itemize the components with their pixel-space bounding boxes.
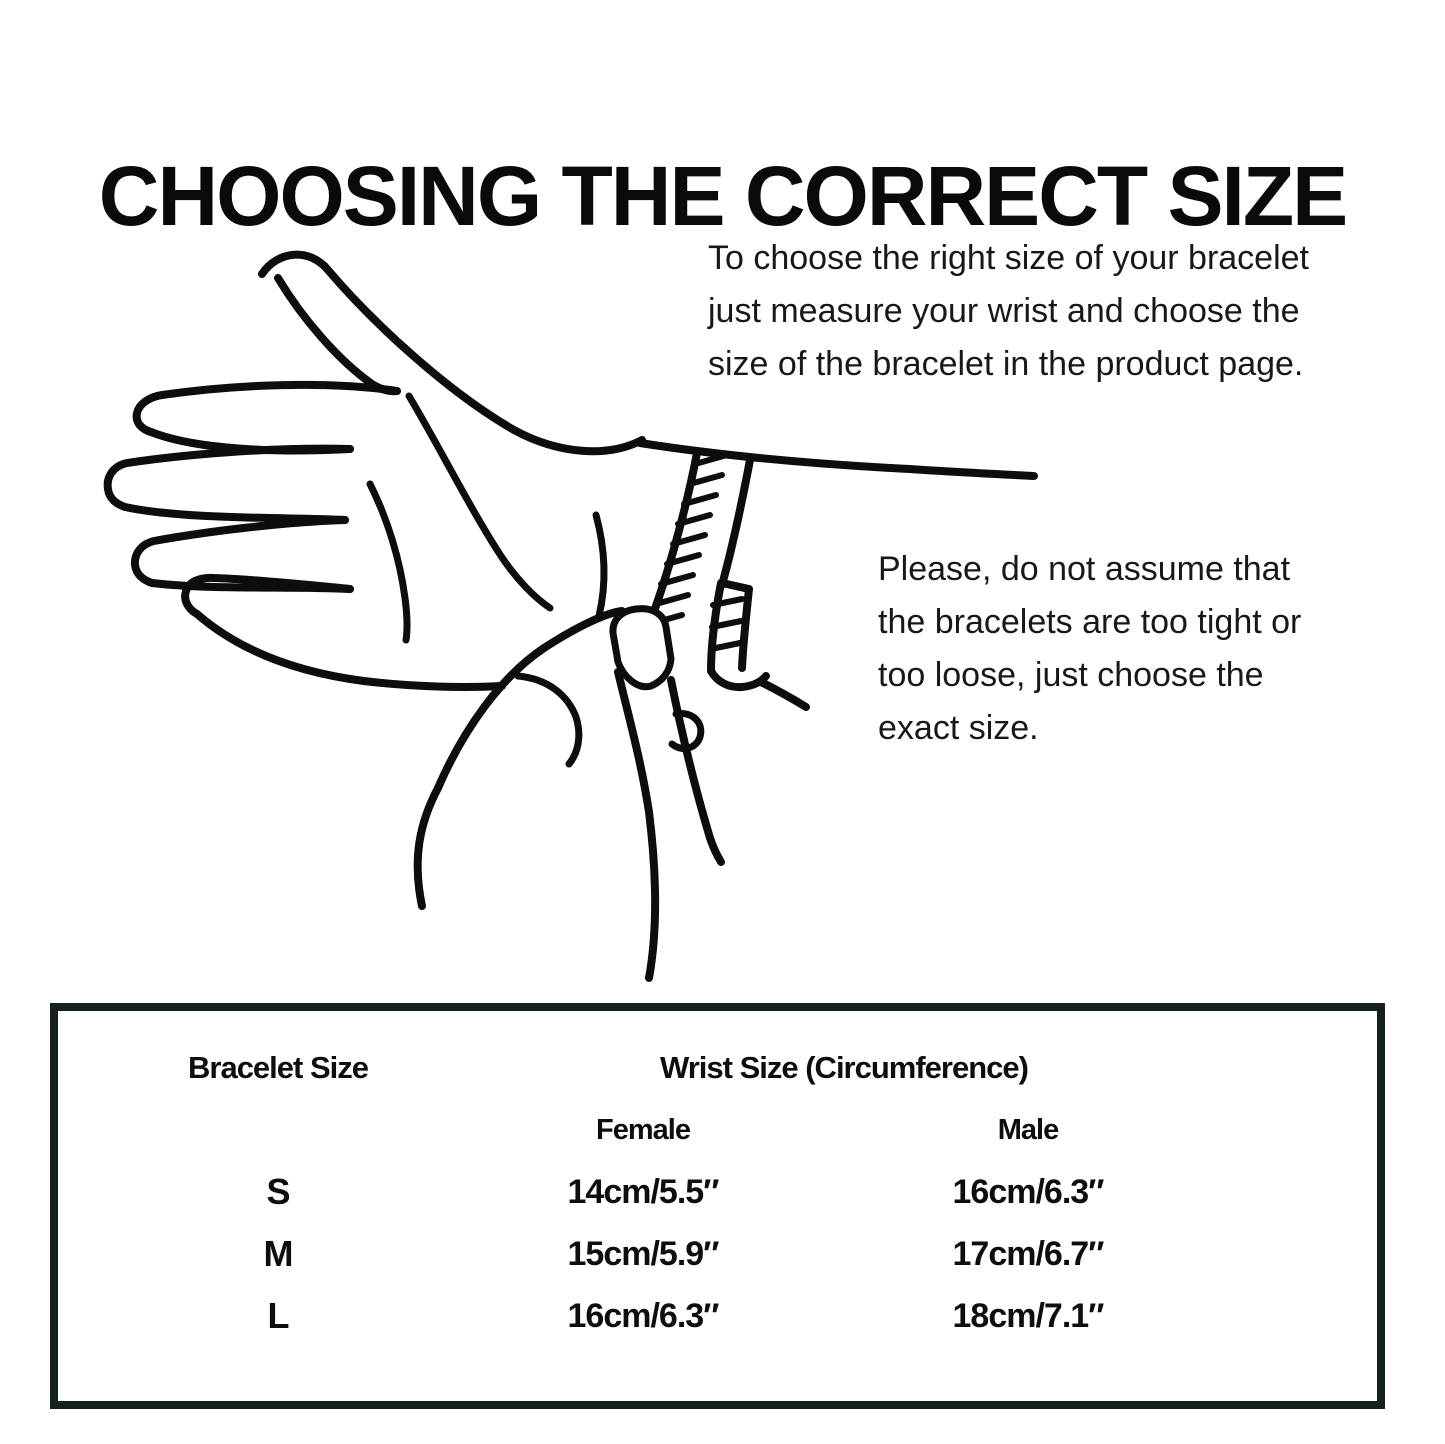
note-line-1: Please, do not assume that (878, 550, 1291, 588)
female-column-header: Female (596, 1113, 690, 1146)
hand-measuring-wrist-illustration (60, 230, 1060, 1030)
table-row-medium (58, 1223, 1377, 1285)
male-value-l: 18cm/7.1″ (952, 1296, 1104, 1335)
size-table (50, 1003, 1385, 1409)
bracelet-size-header: Bracelet Size (188, 1050, 368, 1085)
size-table-header-row (58, 1037, 1377, 1099)
male-value-m: 17cm/6.7″ (952, 1234, 1104, 1273)
male-column-header: Male (997, 1113, 1059, 1146)
male-value-s: 16cm/6.3″ (952, 1172, 1104, 1211)
tape-loose-end (711, 583, 806, 707)
holding-hand (418, 609, 721, 978)
female-value-m: 15cm/5.9″ (567, 1234, 719, 1273)
note-line-2: the bracelets are too tight or (878, 603, 1302, 641)
intro-line-3: size of the bracelet in the product page. (708, 345, 1304, 383)
female-value-s: 14cm/5.5″ (567, 1172, 719, 1211)
female-value-l: 16cm/6.3″ (567, 1296, 719, 1335)
table-row-small (58, 1161, 1377, 1223)
size-label-m: M (263, 1233, 293, 1274)
intro-line-1: To choose the right size of your bracelet (708, 239, 1309, 277)
intro-line-2: just measure your wrist and choose the (708, 292, 1300, 330)
note-line-4: exact size. (878, 709, 1039, 747)
table-row-large (58, 1285, 1377, 1347)
size-label-s: S (266, 1171, 290, 1212)
size-label-l: L (267, 1295, 289, 1336)
wrist-size-header: Wrist Size (Circumference) (660, 1050, 1028, 1085)
page-title: CHOOSING THE CORRECT SIZE (98, 149, 1347, 244)
note-line-3: too loose, just choose the (878, 656, 1264, 694)
open-hand (108, 255, 642, 687)
size-table-subheader-row (58, 1099, 1377, 1161)
